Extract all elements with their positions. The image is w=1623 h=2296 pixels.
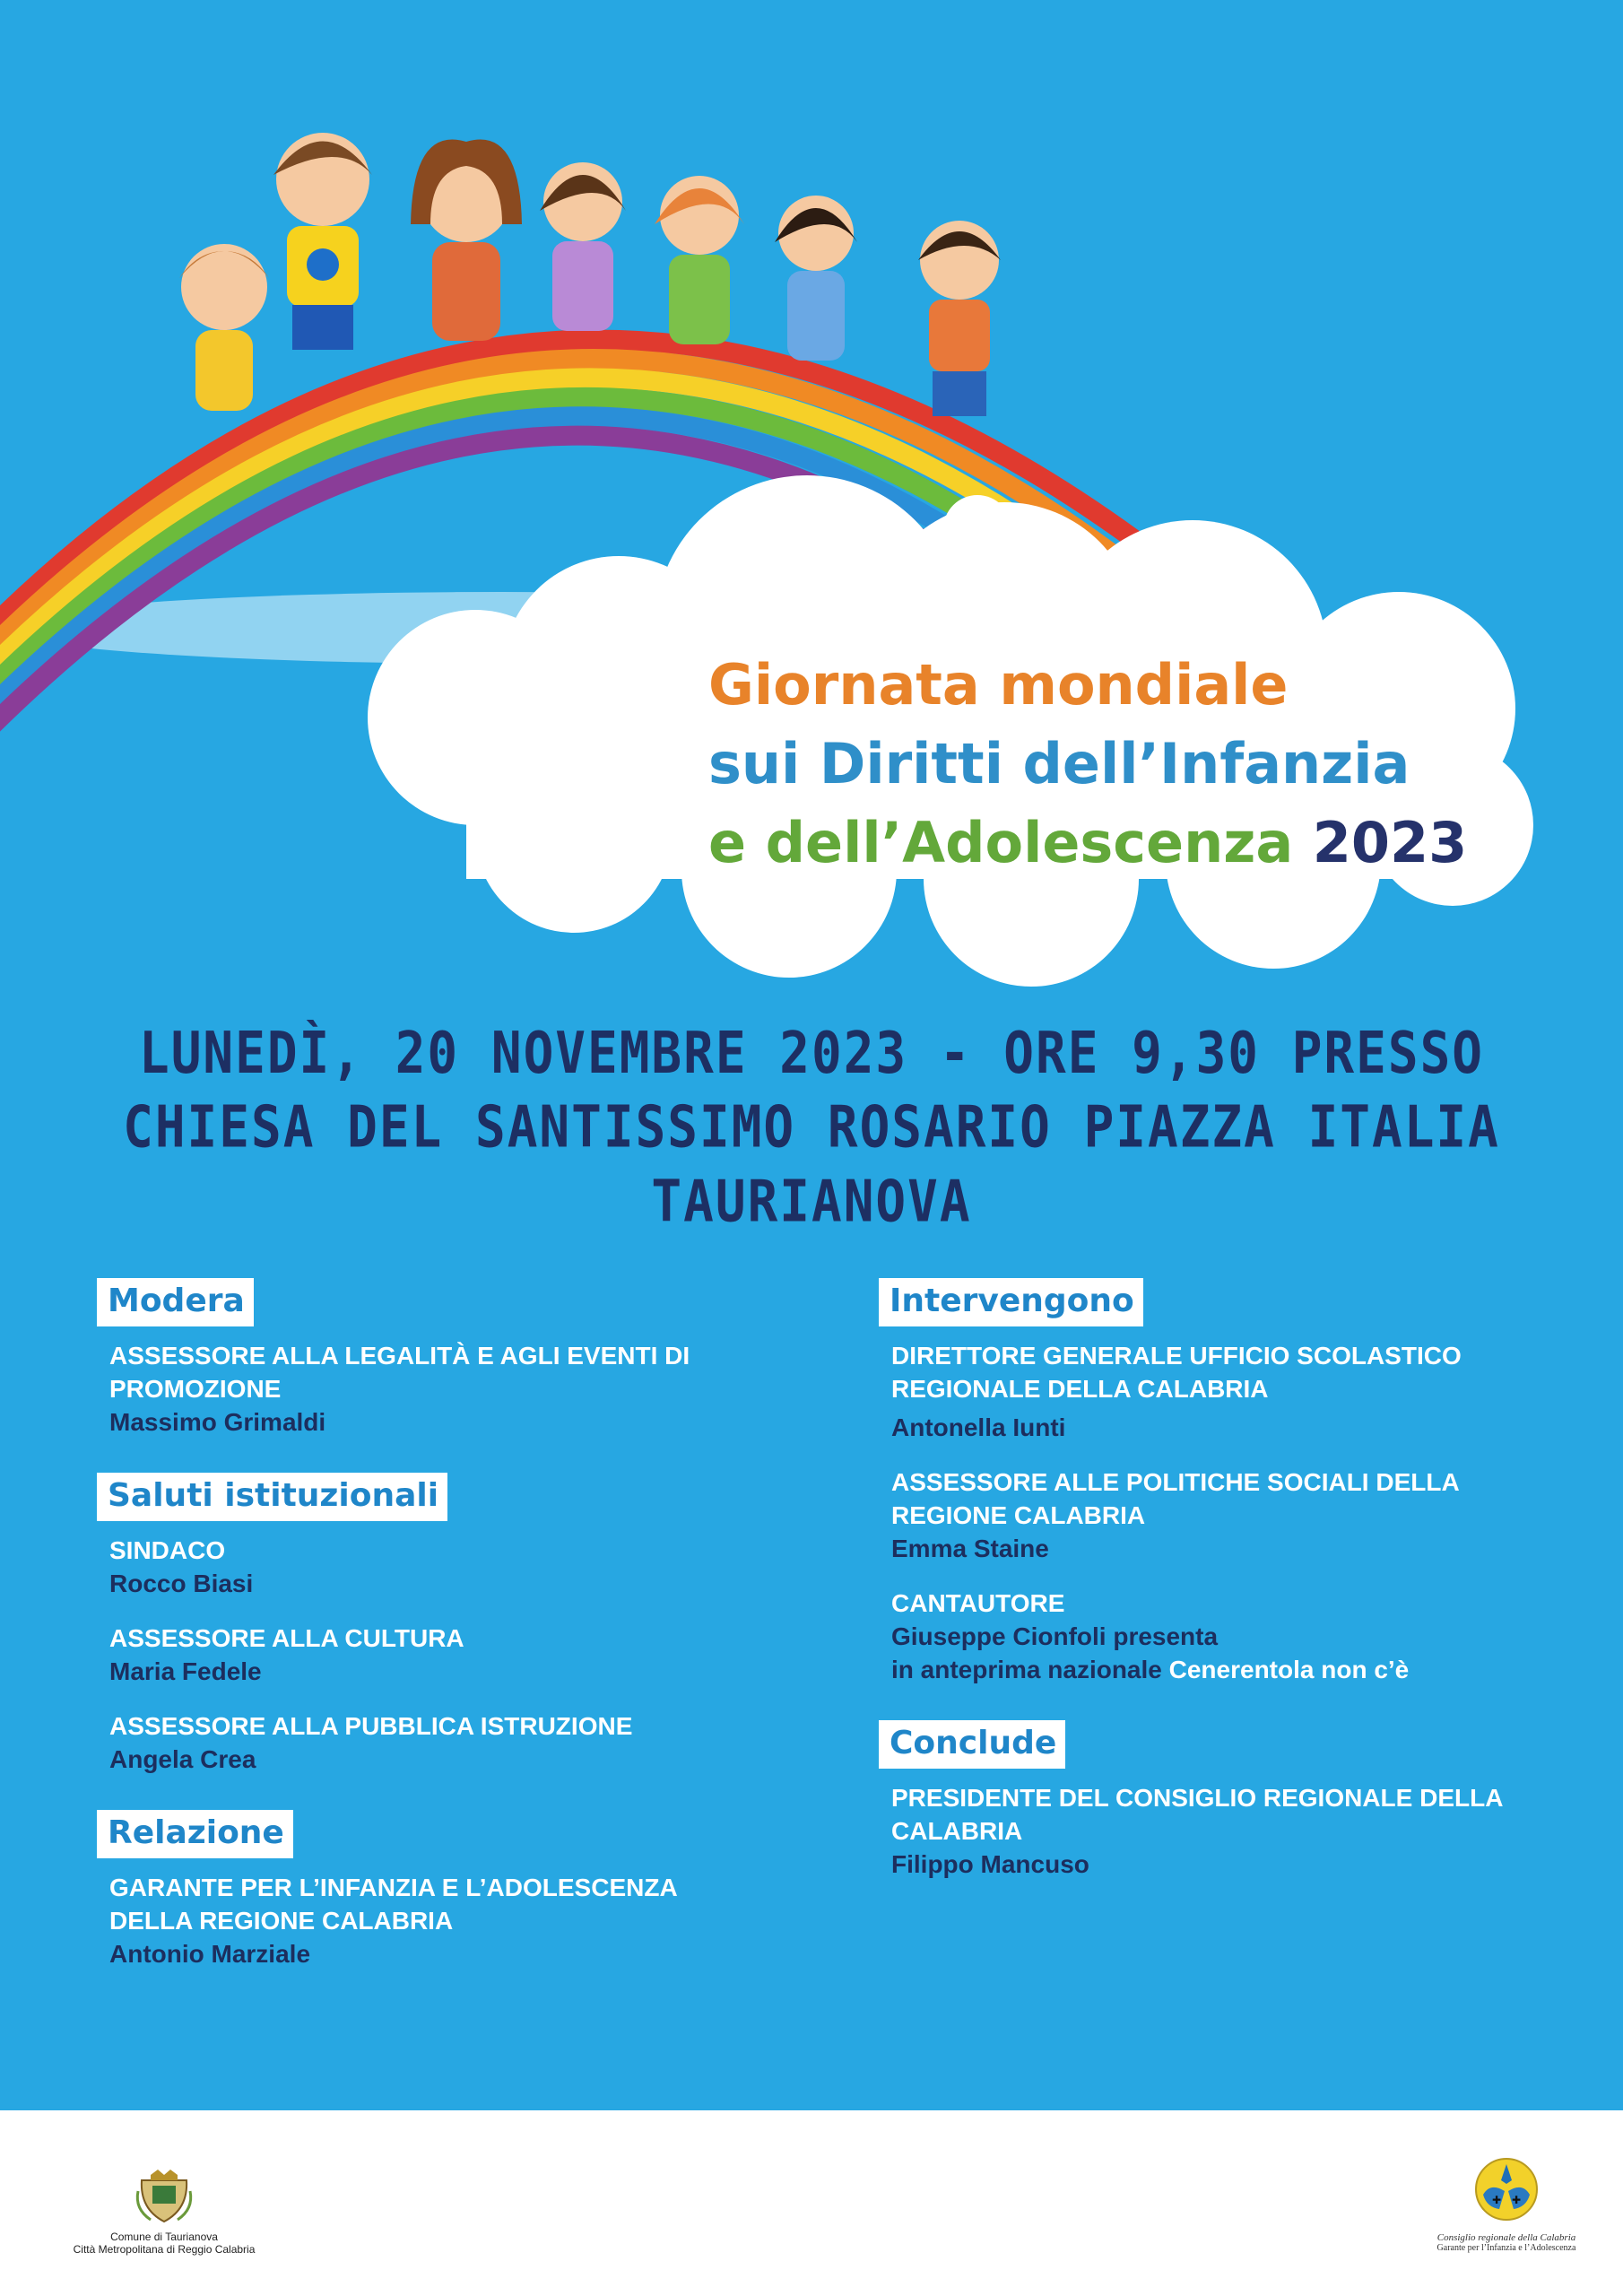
speaker-role: PRESIDENTE DEL CONSIGLIO REGIONALE DELLA CALABRIA xyxy=(891,1784,1503,1845)
speaker-role: GARANTE PER L’INFANZIA E L’ADOLESCENZA DELLA REGIONE CALABRIA xyxy=(109,1874,677,1935)
speaker-block xyxy=(891,1339,1560,1444)
speaker-role: ASSESSORE ALLA CULTURA xyxy=(109,1624,464,1652)
headline xyxy=(708,646,1569,883)
section-saluti xyxy=(97,1473,796,1776)
song-title: Cenerentola non c’è xyxy=(1168,1656,1410,1683)
speaker-name: Giuseppe Cionfoli presenta xyxy=(891,1622,1219,1650)
section-modera xyxy=(97,1278,796,1439)
speaker-name: Emma Staine xyxy=(891,1535,1049,1562)
speaker-block xyxy=(891,1587,1560,1686)
speaker-role: ASSESSORE ALLA PUBBLICA ISTRUZIONE xyxy=(109,1712,633,1740)
footer-comune-name: Comune di Taurianova xyxy=(110,2231,218,2243)
svg-text:✚: ✚ xyxy=(1492,2194,1502,2206)
speaker-role: SINDACO xyxy=(109,1536,226,1564)
headline-year: 2023 xyxy=(1312,810,1468,875)
section-relazione xyxy=(97,1810,796,1970)
headline-line-3: e dell’Adolescenza xyxy=(708,810,1294,875)
speaker-name: Rocco Biasi xyxy=(109,1570,254,1597)
speaker-block xyxy=(109,1622,796,1688)
event-venue: CHIESA DEL SANTISSIMO ROSARIO PIAZZA ITALIA TAURIANOVA xyxy=(123,1094,1500,1236)
event-details xyxy=(0,1017,1623,1239)
coat-of-arms-icon xyxy=(133,2164,195,2227)
section-tag-saluti: Saluti istituzionali xyxy=(97,1473,447,1521)
section-tag-modera: Modera xyxy=(97,1278,254,1326)
footer-comune-logo xyxy=(70,2164,258,2256)
event-date-time: LUNEDÌ, 20 NOVEMBRE 2023 - ORE 9,30 PRESSO xyxy=(138,1020,1485,1087)
headline-line-1: Giornata mondiale xyxy=(708,652,1289,718)
speaker-name: Antonella Iunti xyxy=(891,1413,1066,1441)
footer-garante-name: Garante per l’Infanzia e l’Adolescenza xyxy=(1436,2243,1576,2253)
footer-consiglio-name: Consiglio regionale della Calabria xyxy=(1436,2232,1576,2243)
speaker-block xyxy=(891,1465,1560,1565)
footer-regione-logo xyxy=(1417,2155,1596,2253)
section-intervengono xyxy=(879,1278,1560,1686)
footer-comune-city: Città Metropolitana di Reggio Calabria xyxy=(73,2243,256,2256)
program-left-column xyxy=(97,1278,796,2005)
speaker-note-text: in anteprima nazionale xyxy=(891,1656,1162,1683)
regione-calabria-emblem-icon xyxy=(1472,2155,1541,2223)
speaker-role: ASSESSORE ALLE POLITICHE SOCIALI DELLA REGIONE CALABRIA xyxy=(891,1468,1459,1529)
headline-line-2: sui Diritti dell’Infanzia xyxy=(708,731,1410,796)
svg-text:✚: ✚ xyxy=(1512,2194,1522,2206)
speaker-role: DIRETTORE GENERALE UFFICIO SCOLASTICO REGIONALE DELLA CALABRIA xyxy=(891,1342,1462,1403)
section-tag-conclude: Conclude xyxy=(879,1720,1065,1769)
program-right-column xyxy=(879,1278,1560,1915)
speaker-block xyxy=(109,1534,796,1600)
speaker-block xyxy=(109,1709,796,1776)
speaker-block xyxy=(891,1781,1560,1881)
speaker-name: Massimo Grimaldi xyxy=(109,1408,326,1436)
speaker-note xyxy=(891,1653,1560,1686)
section-conclude xyxy=(879,1720,1560,1881)
speaker-name: Maria Fedele xyxy=(109,1657,262,1685)
speaker-name: Antonio Marziale xyxy=(109,1940,311,1968)
speaker-block xyxy=(109,1339,796,1439)
speaker-name: Filippo Mancuso xyxy=(891,1850,1089,1878)
section-tag-intervengono: Intervengono xyxy=(879,1278,1143,1326)
speaker-block xyxy=(109,1871,796,1970)
speaker-role: ASSESSORE ALLA LEGALITÀ E AGLI EVENTI DI PROMOZIONE xyxy=(109,1342,690,1403)
section-tag-relazione: Relazione xyxy=(97,1810,293,1858)
speaker-name: Angela Crea xyxy=(109,1745,256,1773)
footer xyxy=(0,2110,1623,2296)
speaker-role: CANTAUTORE xyxy=(891,1589,1065,1617)
